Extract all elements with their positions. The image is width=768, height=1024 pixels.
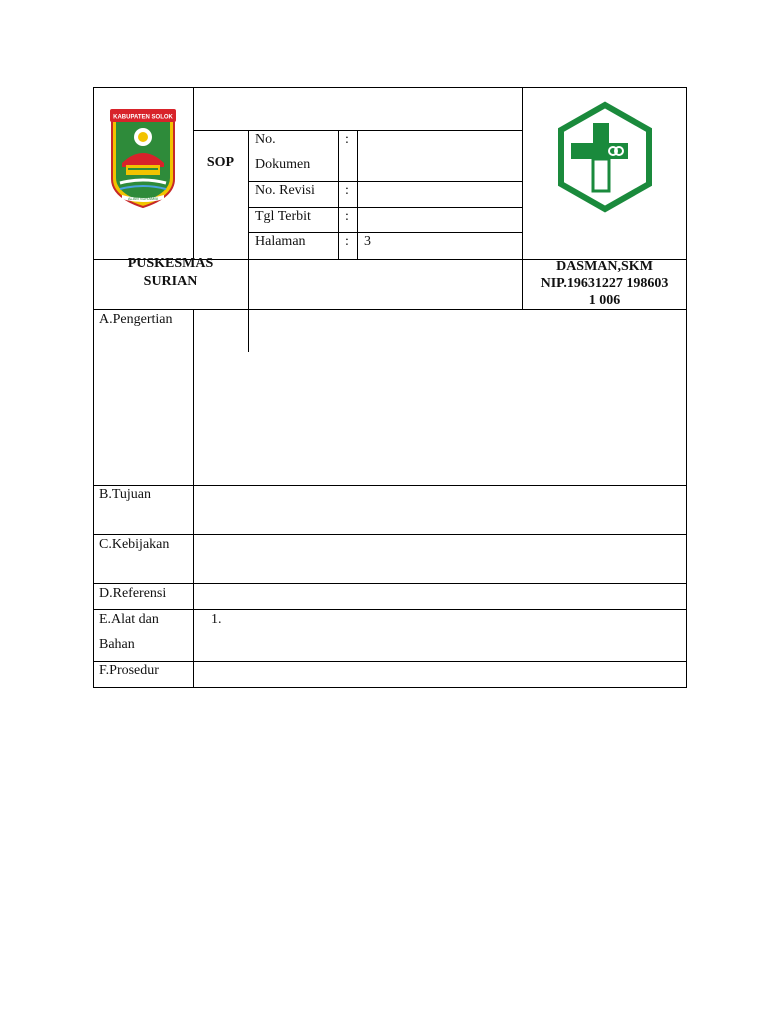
no-dokumen-label-line2: Dokumen: [255, 157, 311, 172]
org-name-line2: SURIAN: [143, 274, 198, 289]
signer-name: DASMAN,SKM: [556, 259, 653, 274]
tgl-terbit-colon: :: [345, 209, 349, 224]
halaman-label: Halaman: [255, 234, 306, 249]
org-name-line1: PUSKESMAS: [127, 256, 214, 271]
border-bottom: [93, 687, 687, 688]
section-b-bottom-line: [93, 534, 687, 535]
emblem-motto-text: ALAM SURAMBI: [127, 196, 159, 201]
sop-document: [93, 87, 687, 688]
section-a-bottom-line: [93, 485, 687, 486]
no-revisi-colon: :: [345, 183, 349, 198]
kabupaten-solok-emblem-icon: [108, 105, 178, 209]
org-row-bottom-line: [93, 309, 687, 310]
halaman-value: 3: [364, 234, 371, 249]
border-left: [93, 87, 94, 688]
section-d-label: D.Referensi: [99, 586, 167, 601]
emblem-banner-text: KABUPATEN SOLOK: [113, 114, 173, 121]
no-dokumen-label-line1: No.: [255, 132, 276, 147]
sop-col-divider: [248, 130, 249, 352]
border-right: [686, 87, 687, 688]
colon-col-divider: [357, 130, 358, 259]
section-c-label: C.Kebijakan: [99, 537, 170, 552]
no-dokumen-colon: :: [345, 132, 349, 147]
no-revisi-label: No. Revisi: [255, 183, 315, 198]
section-f-label: F.Prosedur: [99, 663, 159, 678]
section-col-divider: [193, 309, 194, 687]
section-c-bottom-line: [93, 583, 687, 584]
section-e-label-line1: E.Alat dan: [99, 612, 159, 627]
halaman-colon: :: [345, 234, 349, 249]
section-e-list-item: 1.: [211, 612, 222, 627]
sop-label: SOP: [206, 155, 235, 170]
label-col-divider: [338, 130, 339, 259]
signer-nip-line2: 1 006: [588, 293, 621, 308]
section-a-label: A.Pengertian: [99, 312, 173, 327]
section-e-bottom-line: [93, 661, 687, 662]
signer-nip-line1: NIP.19631227 198603: [540, 276, 669, 291]
tgl-terbit-label: Tgl Terbit: [255, 209, 311, 224]
section-b-label: B.Tujuan: [99, 487, 152, 502]
section-e-label-line2: Bahan: [99, 637, 135, 652]
border-top: [93, 87, 687, 88]
puskesmas-logo-icon: [555, 101, 655, 213]
section-d-bottom-line: [93, 609, 687, 610]
